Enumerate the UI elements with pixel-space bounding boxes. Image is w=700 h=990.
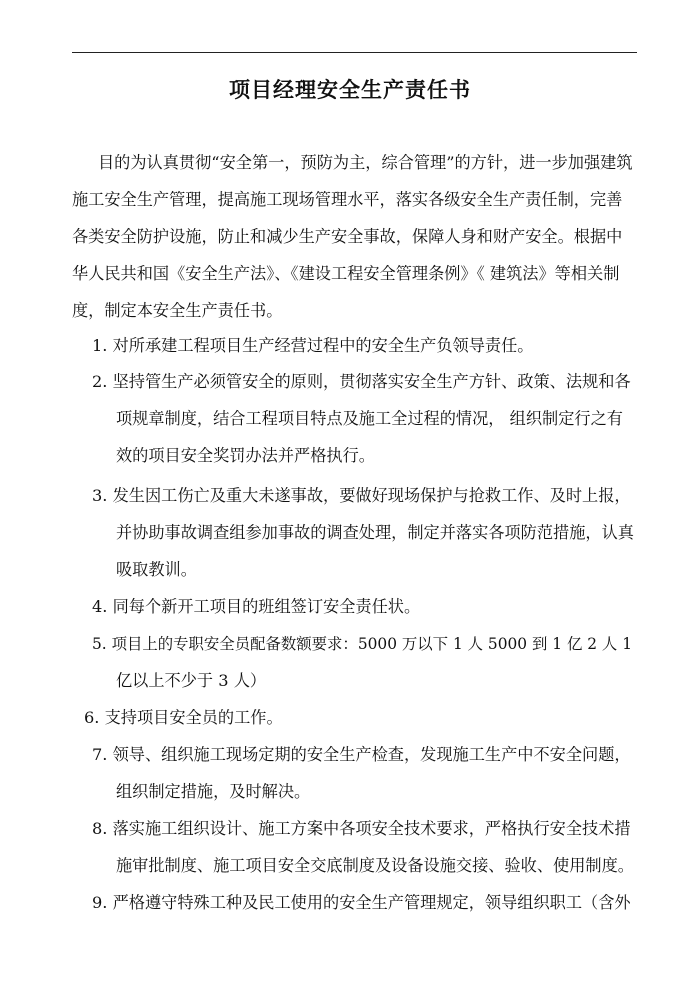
list-item-line: 项规章制度，结合工程项目特点及施工全过程的情况， 组织制定行之有 (116, 409, 623, 428)
list-item-line: 3. 发生因工伤亡及重大未遂事故，要做好现场保护与抢救工作、及时上报， (92, 486, 631, 505)
list-item-line: 1. 对所承建工程项目生产经营过程中的安全生产负领导责任。 (92, 336, 534, 355)
list-item-line: 吸取教训。 (116, 560, 197, 579)
list-item-line: 组织制定措施，及时解决。 (116, 782, 311, 801)
list-item-line: 8. 落实施工组织设计、施工方案中各项安全技术要求，严格执行安全技术措 (92, 819, 631, 838)
list-item-line: 7. 领导、组织施工现场定期的安全生产检查，发现施工生产中不安全问题， (92, 745, 631, 764)
document-title: 项目经理安全生产责任书 (229, 78, 471, 102)
list-item-line: 并协助事故调查组参加事故的调查处理，制定并落实各项防范措施，认真 (116, 523, 634, 542)
intro-line: 华人民共和国《安全生产法》、《建设工程安全管理条例》《 建筑法》等相关制 (72, 264, 620, 283)
intro-line: 目的为认真贯彻“安全第一，预防为主，综合管理”的方针，进一步加强建筑 (98, 153, 633, 172)
list-item-line: 9. 严格遵守特殊工种及民工使用的安全生产管理规定，领导组织职工（含外 (92, 893, 631, 912)
list-item-line: 效的项目安全奖罚办法并严格执行。 (116, 446, 375, 465)
intro-line: 施工安全生产管理，提高施工现场管理水平，落实各级安全生产责任制，完善 (72, 190, 623, 209)
intro-line: 各类安全防护设施，防止和减少生产安全事故，保障人身和财产安全。根据中 (72, 227, 623, 246)
list-item-line: 亿以上不少于 3 人） (116, 671, 267, 690)
list-item-line: 4. 同每个新开工项目的班组签订安全责任状。 (92, 597, 421, 616)
list-item-line: 施审批制度、施工项目安全交底制度及设备设施交接、验收、使用制度。 (116, 856, 634, 875)
header-rule (72, 52, 637, 53)
intro-line: 度，制定本安全生产责任书。 (72, 301, 283, 320)
list-item-line: 2. 坚持管生产必须管安全的原则，贯彻落实安全生产方针、政策、法规和各 (92, 372, 631, 391)
list-item-line: 6. 支持项目安全员的工作。 (84, 708, 283, 727)
list-item-line: 5. 项目上的专职安全员配备数额要求：5000 万以下 1 人 5000 到 1 亿 2 人 1 (92, 635, 632, 653)
